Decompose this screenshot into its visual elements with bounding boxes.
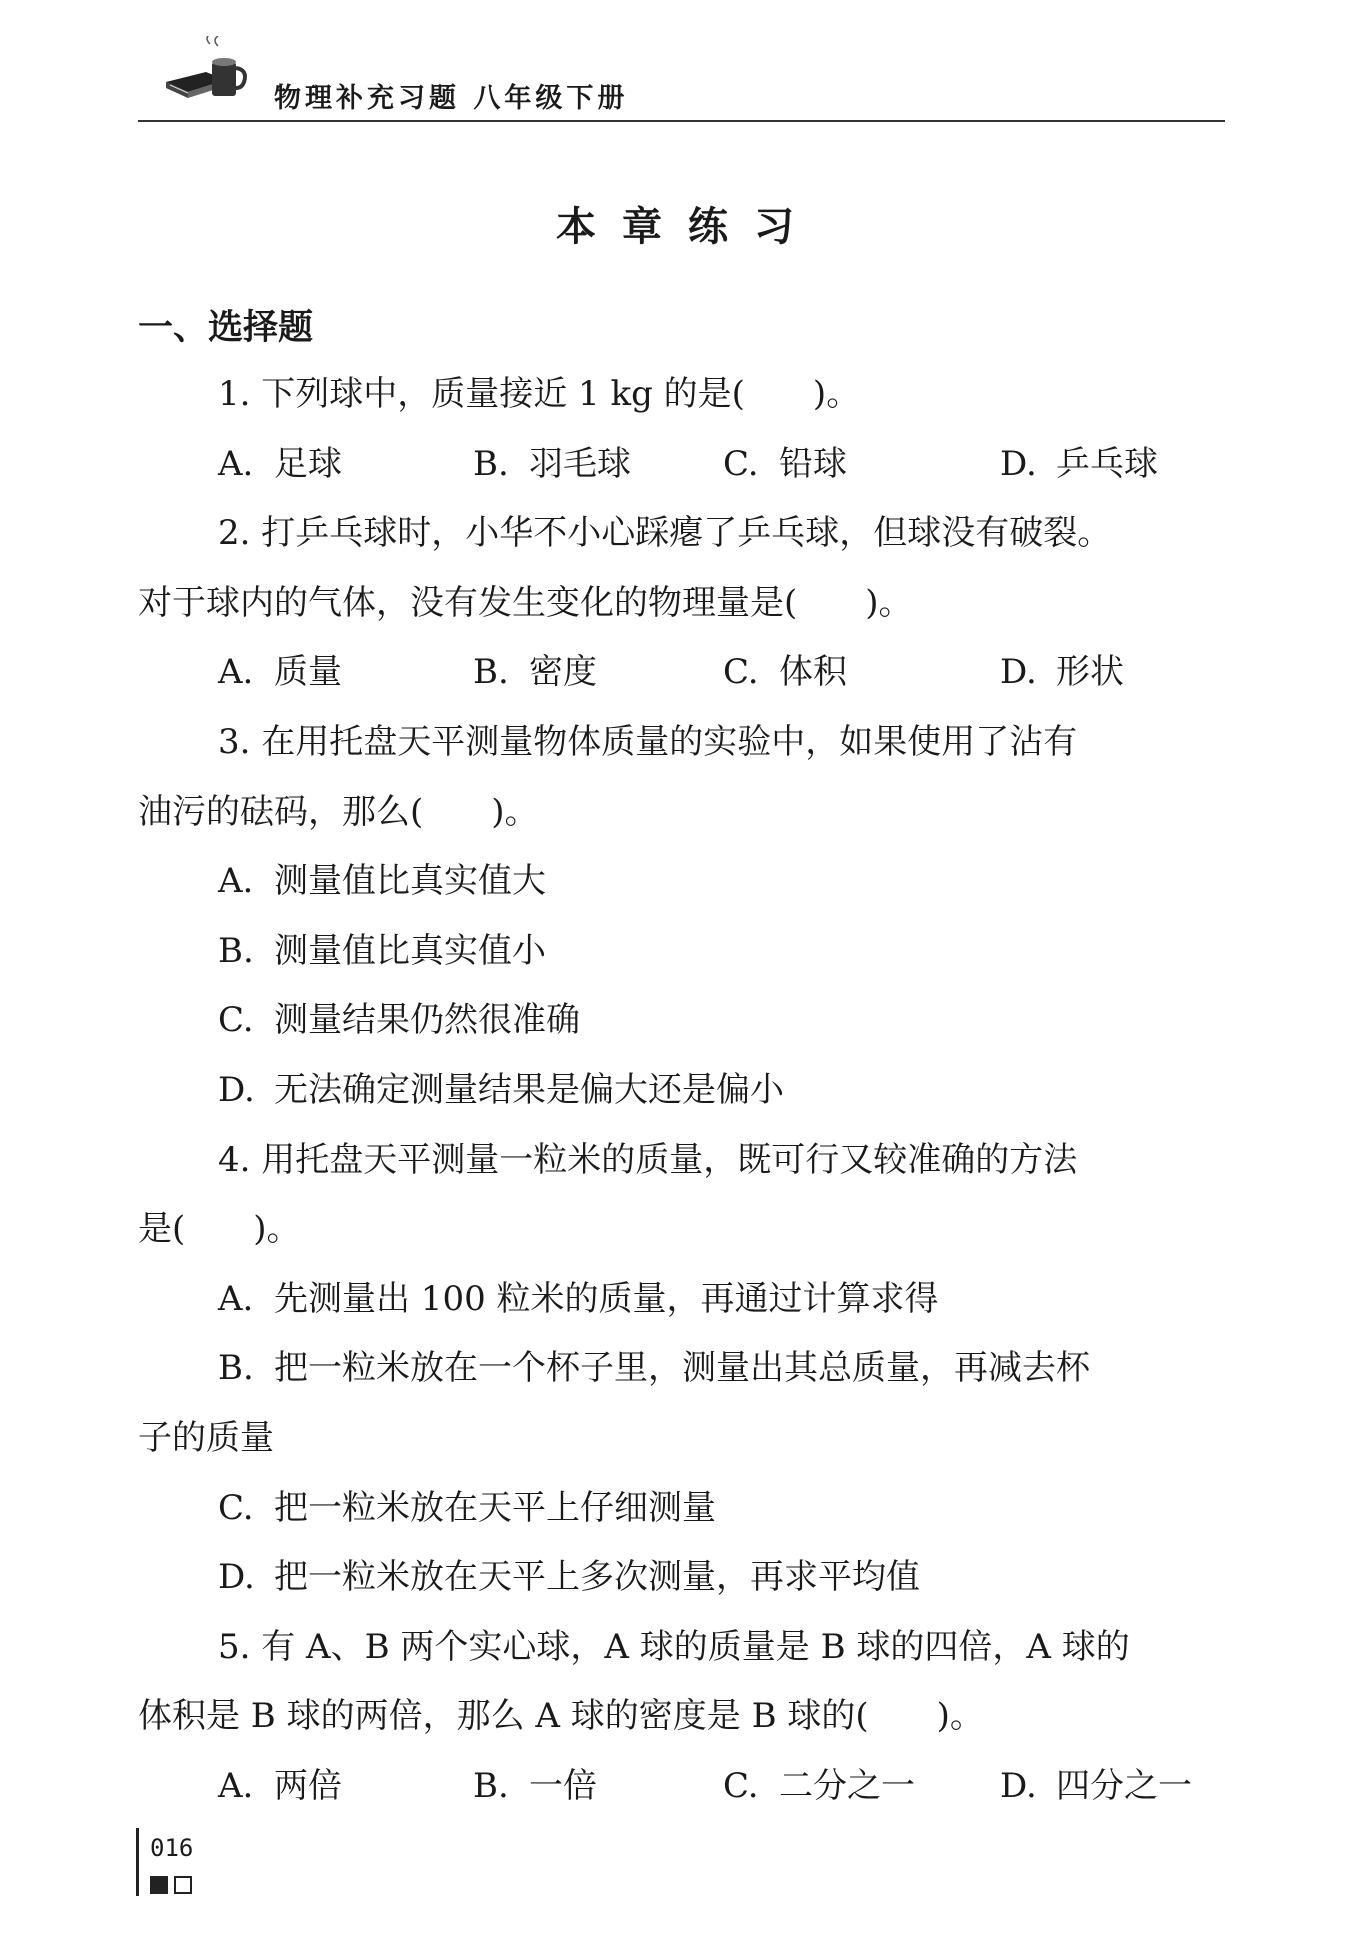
option-letter: D. [1000,1765,1037,1806]
question-3-option-a [138,847,1225,917]
option-letter: C. [723,443,759,484]
option-a [218,638,342,708]
header-divider [138,120,1225,122]
question-5-stem-cont: 体积是 B 球的两倍，那么 A 球的密度是 B 球的( )。 [138,1696,984,1737]
question-4-option-b [138,1334,1225,1404]
option-letter: A. [218,1765,254,1806]
option-letter: A. [218,1278,254,1319]
option-text: 先测量出 100 粒米的质量，再通过计算求得 [274,1278,939,1319]
book-title: 物理补充习题 八年级下册 [274,83,629,114]
option-letter: D. [1000,652,1037,693]
section-heading: 一、选择题 [138,308,314,348]
question-4-option-d [138,1543,1225,1613]
question-3-stem-cont: 油污的砝码，那么( )。 [138,791,539,832]
option-text: 足球 [274,443,342,484]
option-text: 测量结果仍然很准确 [274,1000,580,1041]
option-text: 测量值比真实值大 [274,861,546,902]
question-3-option-d [138,1056,1225,1126]
option-text: 无法确定测量结果是偏大还是偏小 [274,1069,784,1110]
option-text: 质量 [274,652,342,693]
book-and-mug-logo-icon [162,36,262,116]
option-letter: D. [1000,443,1037,484]
option-text: 一倍 [529,1765,597,1806]
question-5-stem: 5. 有 A、B 两个实心球，A 球的质量是 B 球的四倍，A 球的 [218,1626,1130,1667]
option-letter: A. [218,861,254,902]
option-letter: D. [218,1557,255,1598]
option-text: 羽毛球 [529,443,631,484]
option-b [473,1752,597,1822]
option-letter: B. [218,930,254,971]
question-4-option-c [138,1474,1225,1544]
filled-square-icon [150,1876,168,1894]
option-letter: B. [473,443,509,484]
option-d [1000,430,1158,500]
option-letter: B. [218,1348,254,1389]
question-4-option-b-cont: 子的质量 [138,1417,274,1458]
option-b [473,430,631,500]
page-footer [136,1828,216,1906]
option-text: 把一粒米放在一个杯子里，测量出其总质量，再减去杯 [274,1348,1090,1389]
question-2-options [138,638,1225,708]
option-text: 测量值比真实值小 [274,930,546,971]
option-c [723,1752,915,1822]
option-text: 体积 [779,652,847,693]
question-3-option-c [138,986,1225,1056]
question-2-stem: 2. 打乒乓球时，小华不小心踩瘪了乒乓球，但球没有破裂。 [218,513,1112,554]
option-letter: C. [218,1487,254,1528]
page-number: 016 [150,1834,194,1862]
question-4-stem-cont: 是( )。 [138,1209,301,1250]
question-list [138,360,1225,1821]
option-letter: A. [218,443,254,484]
question-3-option-b [138,917,1225,987]
question-3-stem: 3. 在用托盘天平测量物体质量的实验中，如果使用了沾有 [218,721,1078,762]
question-2-stem-cont: 对于球内的气体，没有发生变化的物理量是( )。 [138,582,913,623]
option-text: 把一粒米放在天平上仔细测量 [274,1487,716,1528]
option-a [218,1752,342,1822]
option-text: 密度 [529,652,597,693]
option-b [473,638,597,708]
question-1-stem: 1. 下列球中，质量接近 1 kg 的是( )。 [218,374,861,414]
option-letter: B. [473,652,509,693]
option-text: 把一粒米放在天平上多次测量，再求平均值 [274,1557,920,1598]
option-text: 铅球 [779,443,847,484]
option-c [723,638,847,708]
chapter-title: 本章练习 [556,204,820,250]
option-text: 两倍 [274,1765,342,1806]
option-a [218,430,342,500]
question-5-options [138,1752,1225,1822]
question-1-options [138,430,1225,500]
question-4-stem: 4. 用托盘天平测量一粒米的质量，既可行又较准确的方法 [218,1139,1078,1180]
option-text: 二分之一 [779,1765,915,1806]
question-4-option-a [138,1265,1225,1335]
option-c [723,430,847,500]
footer-bar [136,1828,139,1896]
option-d [1000,638,1124,708]
option-text: 乒乓球 [1056,443,1158,484]
option-letter: C. [723,1765,759,1806]
empty-square-icon [174,1876,192,1894]
option-letter: C. [218,1000,254,1041]
option-text: 形状 [1056,652,1124,693]
option-d [1000,1752,1192,1822]
option-letter: C. [723,652,759,693]
option-text: 四分之一 [1056,1765,1192,1806]
page-header [138,36,1225,122]
option-letter: D. [218,1069,255,1110]
option-letter: A. [218,652,254,693]
option-letter: B. [473,1765,509,1806]
